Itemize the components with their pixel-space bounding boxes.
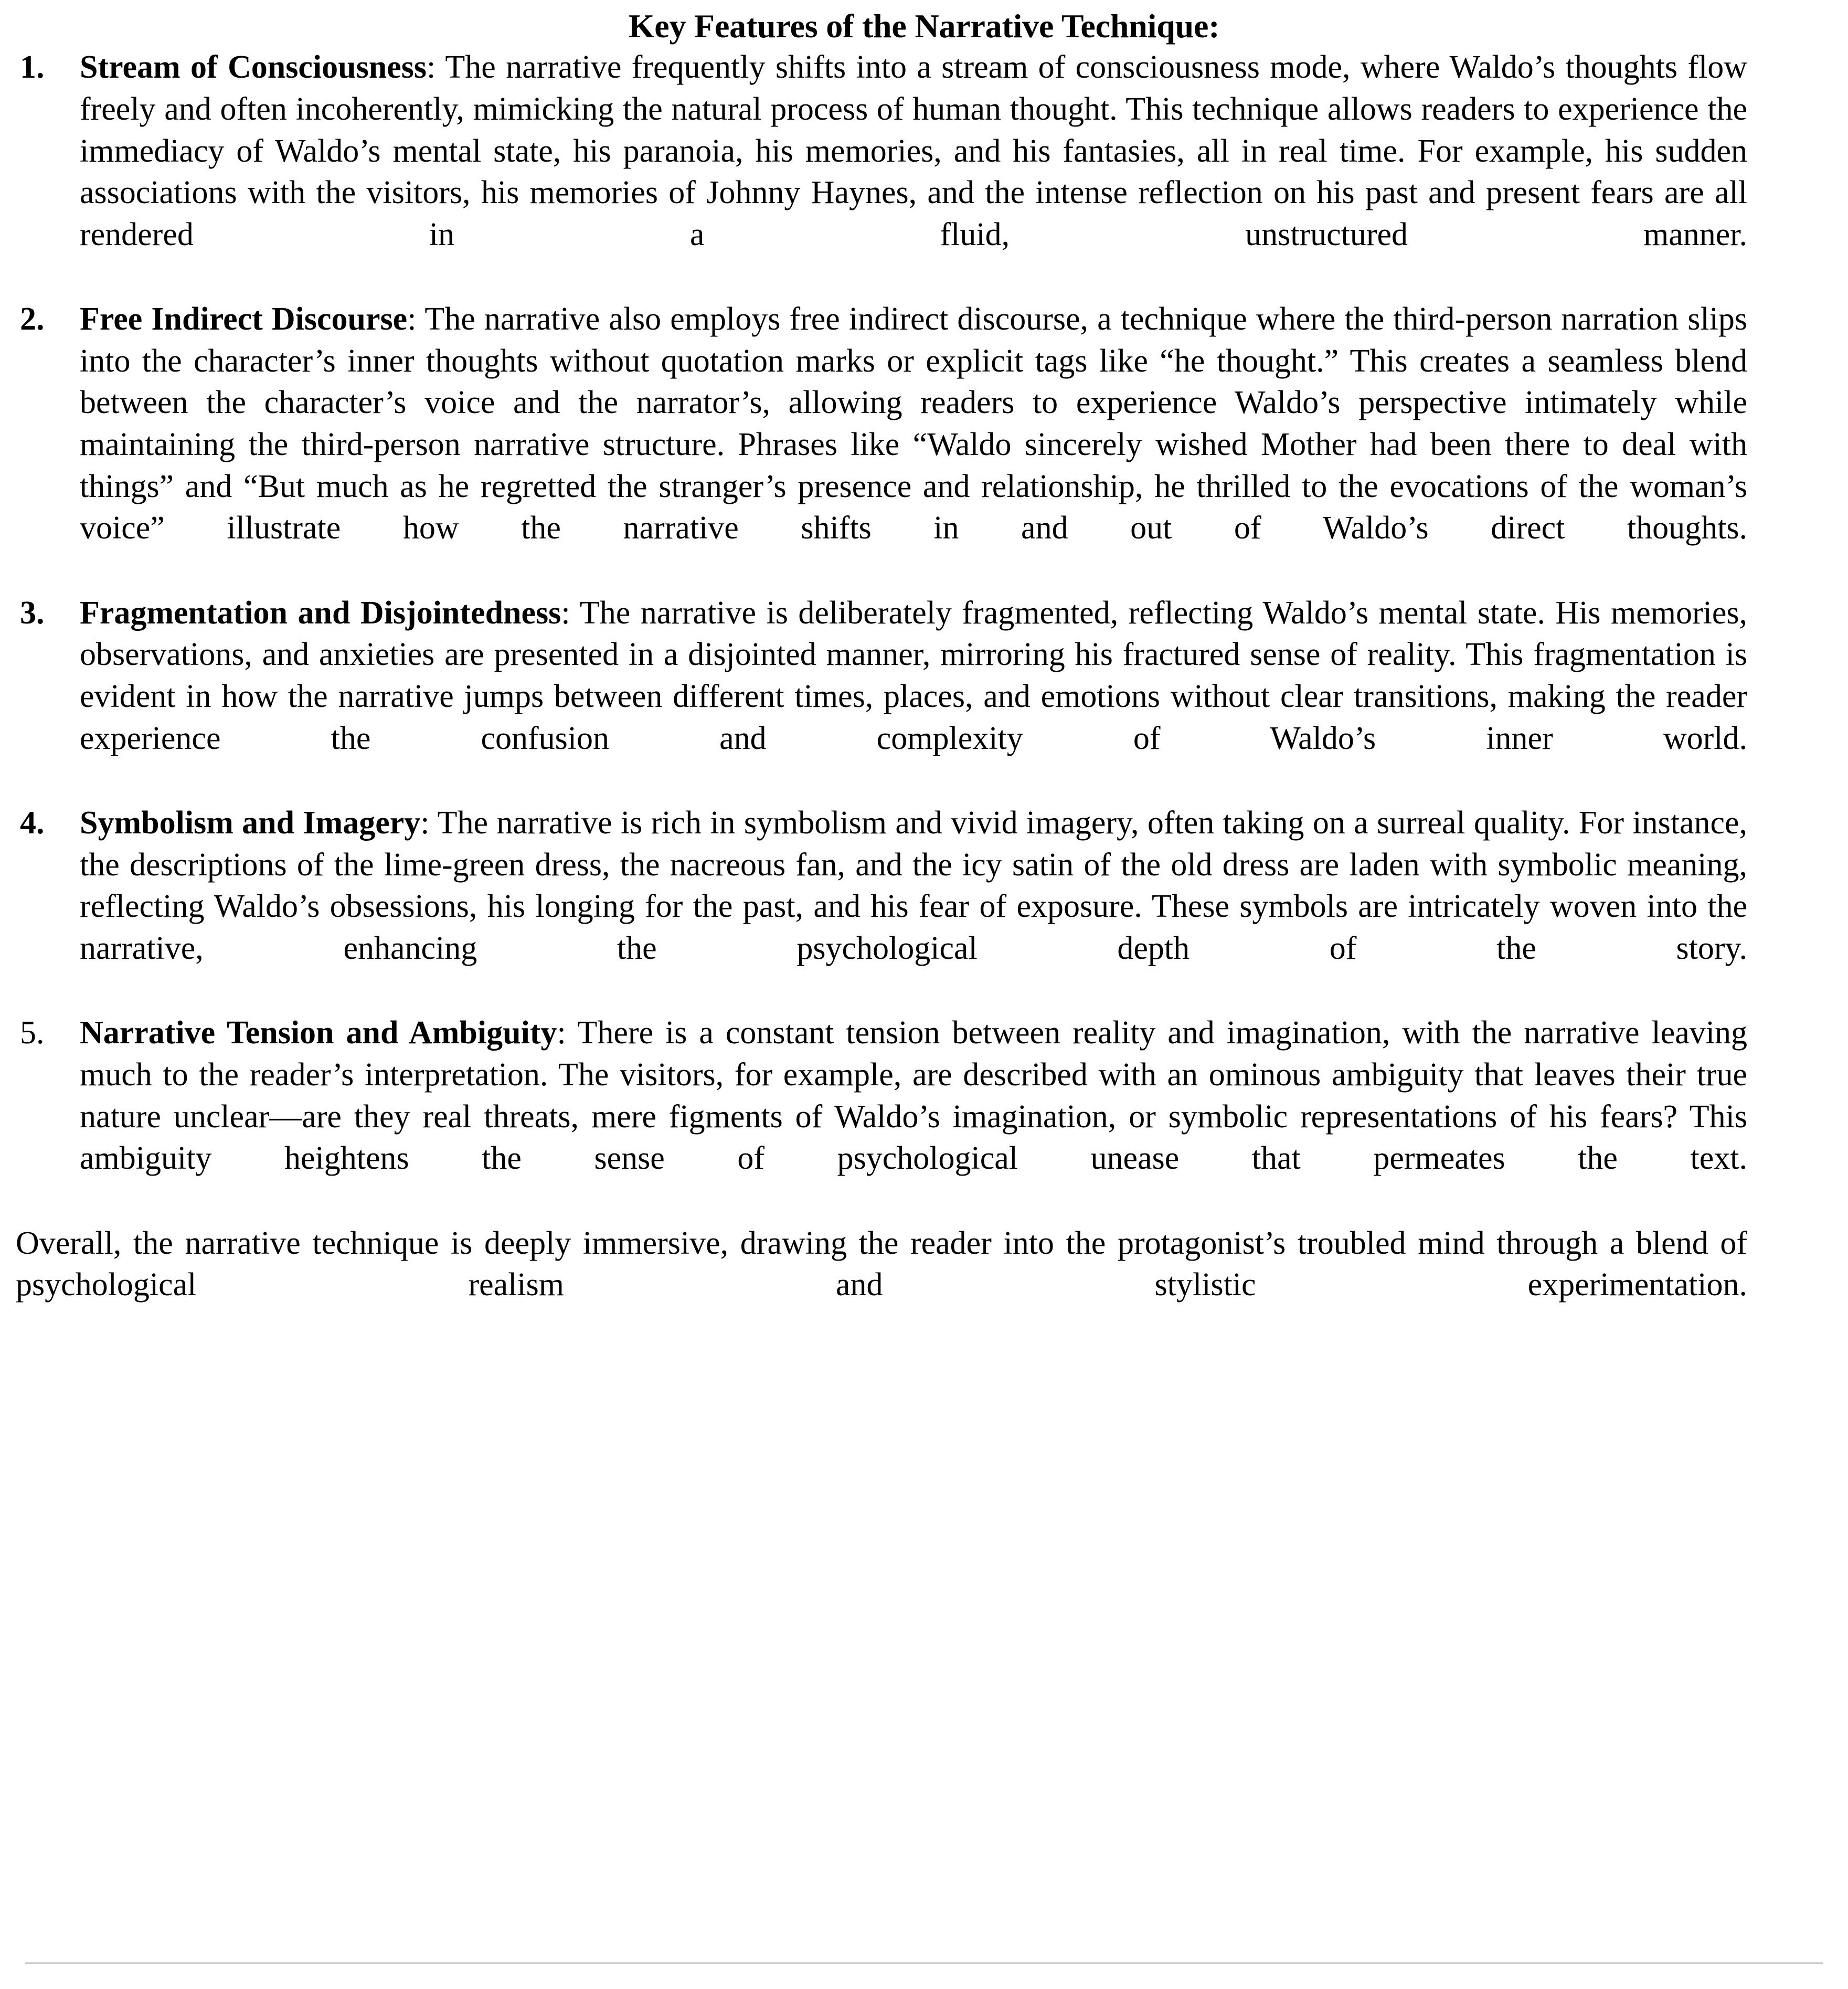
list-item-lead: Narrative Tension and Ambiguity [80,1015,557,1051]
page-title: Key Features of the Narrative Technique: [628,7,1220,45]
list-item-body: : The narrative is deliberately fragmented, reflecting Waldo’s mental state. His memories, observations, and anxieties are presented in a disjointed manner, mirroring his fractured sense of reality. This fragmentation is evident in how the narrative jumps between different times, places, and emotions without clear transitions, making the reader experience the confusion and complexity of Waldo’s inner world. [80,595,1747,756]
list-item-body: : There is a constant tension between reality and imagination, with the narrative leaving much to the reader’s interpretation. The visitors, for example, are described with an ominous ambiguity that leaves their true nature unclear—are they real threats, mere figments of Waldo’s imagination, or symbolic representations of his fears? This ambiguity heightens the sense of psychological unease that permeates the text. [80,1015,1747,1177]
list-item-lead: Fragmentation and Disjointedness [80,595,561,631]
bottom-divider [25,1962,1823,1964]
list-item-text [80,299,1747,591]
list-item-lead: Free Indirect Discourse [80,301,408,337]
list-item-lead: Symbolism and Imagery [80,805,421,841]
list-item-lead: Stream of Consciousness [80,49,427,86]
list-item [0,47,1848,298]
list-item-number: 5. [20,1015,45,1051]
list-item-body: : The narrative also employs free indirect discourse, a technique where the third-person narration slips into the character’s inner thoughts without quotation marks or explicit tags like “he thought.” This creates a seamless blend between the character’s voice and the narrator’s, allowing readers to experience Waldo’s perspective intimately while maintaining the third-person narrative structure. Phrases like “Waldo sincerely wished Mother had been there to deal with things” and “But much as he regretted the stranger’s presence and relationship, he thrilled to the evocations of the woman’s voice” illustrate how the narrative shifts in and out of Waldo’s direct thoughts. [80,301,1747,546]
list-item [0,802,1848,1011]
list-item [0,593,1848,801]
list-item [0,1012,1848,1221]
list-item [0,299,1848,591]
list-item-text [80,1012,1747,1221]
list-item-number: 3. [20,595,45,631]
list-item-body: : The narrative frequently shifts into a stream of consciousness mode, where Waldo’s thoughts flow freely and often incoherently, mimicking the natural process of human thought. This technique allows readers to experience the immediacy of Waldo’s mental state, his paranoia, his memories, and his fantasies, all in real time. For example, his sudden associations with the visitors, his memories of Johnny Haynes, and the intense reflection on his past and present fears are all rendered in a fluid, unstructured manner. [80,49,1747,252]
closing-paragraph: Overall, the narrative technique is deeply immersive, drawing the reader into the protagonist’s troubled mind through a blend of psychological realism and stylistic experimentation. [16,1225,1747,1303]
list-item-number: 2. [20,301,45,337]
list-item-text [80,802,1747,1011]
list-item-number: 4. [20,805,45,841]
document-content [0,8,1848,1348]
list-item-text [80,47,1747,298]
feature-list [0,47,1848,1221]
list-item-number: 1. [20,49,45,86]
list-item-body: : The narrative is rich in symbolism and vivid imagery, often taking on a surreal quality. For instance, the descriptions of the lime-green dress, the nacreous fan, and the icy satin of the old dress are laden with symbolic meaning, reflecting Waldo’s obsessions, his longing for the past, and his fear of exposure. These symbols are intricately woven into the narrative, enhancing the psychological depth of the story. [80,805,1748,966]
list-item-text [80,593,1747,801]
